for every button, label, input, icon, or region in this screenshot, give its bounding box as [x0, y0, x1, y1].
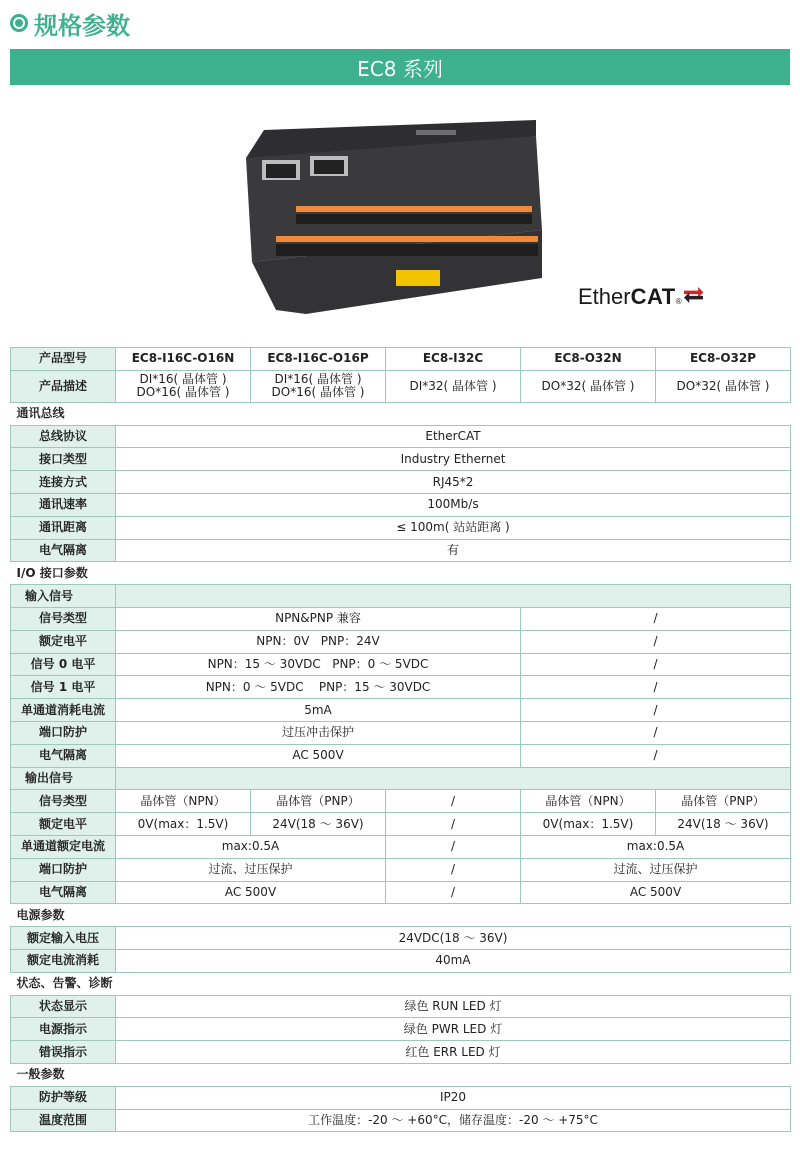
model-row	[11, 348, 791, 371]
model-cell: EC8-I32C	[386, 348, 521, 371]
row-value: /	[386, 881, 521, 904]
circle-bullet-icon	[10, 14, 28, 32]
row-label: 端口防护	[11, 858, 116, 881]
row-label: 端口防护	[11, 721, 116, 744]
row-value: max:0.5A	[116, 835, 386, 858]
table-row	[11, 813, 791, 836]
model-cell: EC8-I16C-O16P	[251, 348, 386, 371]
row-label: 通讯速率	[11, 493, 116, 516]
description-cell: DO*32( 晶体管 )	[656, 370, 791, 402]
ethercat-logo-cat: CAT	[630, 284, 676, 309]
table-row	[11, 1086, 791, 1109]
row-value: AC 500V	[116, 881, 386, 904]
table-row	[11, 699, 791, 722]
spec-table	[10, 347, 791, 1132]
row-value-na: /	[521, 607, 791, 630]
row-label: 信号 0 电平	[11, 653, 116, 676]
table-row	[11, 835, 791, 858]
row-value-na: /	[521, 721, 791, 744]
table-row	[11, 676, 791, 699]
section-row	[11, 402, 791, 425]
row-value-na: /	[521, 744, 791, 767]
row-value: 5mA	[116, 699, 521, 722]
ethercat-logo-ether: Ether	[578, 284, 631, 309]
row-value: NPN：15 ～ 30VDC PNP：0 ～ 5VDC	[116, 653, 521, 676]
section-title-power: 电源参数	[11, 904, 791, 927]
row-value: 过流、过压保护	[521, 858, 791, 881]
description-cell: DO*32( 晶体管 )	[521, 370, 656, 402]
row-value: 24VDC(18 ～ 36V)	[116, 927, 791, 950]
row-label: 错误指示	[11, 1041, 116, 1064]
row-label: 连接方式	[11, 471, 116, 494]
section-title-status: 状态、告警、诊断	[11, 972, 791, 995]
row-value: /	[386, 790, 521, 813]
row-label: 产品描述	[11, 370, 116, 402]
table-row	[11, 744, 791, 767]
model-cell: EC8-O32P	[656, 348, 791, 371]
model-cell: EC8-O32N	[521, 348, 656, 371]
section-row	[11, 1063, 791, 1086]
row-value: 有	[116, 539, 791, 562]
ethercat-logo-reg: ®	[675, 297, 682, 306]
row-label: 额定电平	[11, 630, 116, 653]
section-row	[11, 562, 791, 585]
row-value: RJ45*2	[116, 471, 791, 494]
table-row	[11, 425, 791, 448]
row-value: /	[386, 858, 521, 881]
section-row	[11, 972, 791, 995]
row-value: 过压冲击保护	[116, 721, 521, 744]
table-row	[11, 471, 791, 494]
row-value: 0V(max：1.5V)	[116, 813, 251, 836]
description-line: DO*16( 晶体管 )	[136, 385, 230, 400]
description-cell: DI*32( 晶体管 )	[386, 370, 521, 402]
row-label: 总线协议	[11, 425, 116, 448]
row-value-na: /	[521, 630, 791, 653]
row-label: 电气隔离	[11, 881, 116, 904]
table-row	[11, 881, 791, 904]
section-title-io: I/O 接口参数	[11, 562, 791, 585]
row-value: NPN：0V PNP：24V	[116, 630, 521, 653]
section-title-comm: 通讯总线	[11, 402, 791, 425]
row-label: 信号类型	[11, 607, 116, 630]
description-line: DO*16( 晶体管 )	[271, 385, 365, 400]
row-value: 红色 ERR LED 灯	[116, 1041, 791, 1064]
row-label: 产品型号	[11, 348, 116, 371]
table-row	[11, 653, 791, 676]
row-value: 0V(max：1.5V)	[521, 813, 656, 836]
row-label: 单通道消耗电流	[11, 699, 116, 722]
row-label: 电气隔离	[11, 539, 116, 562]
subsection-title-output: 输出信号	[11, 767, 116, 790]
table-row	[11, 1018, 791, 1041]
row-value-na: /	[521, 653, 791, 676]
row-label: 防护等级	[11, 1086, 116, 1109]
description-row	[11, 370, 791, 402]
table-row	[11, 1109, 791, 1132]
subsection-row	[11, 767, 791, 790]
model-cell: EC8-I16C-O16N	[116, 348, 251, 371]
row-value: NPN：0 ～ 5VDC PNP：15 ～ 30VDC	[116, 676, 521, 699]
table-row	[11, 949, 791, 972]
description-cell	[251, 370, 386, 402]
subsection-fill	[116, 767, 791, 790]
row-value-na: /	[521, 699, 791, 722]
subsection-title-input: 输入信号	[11, 585, 116, 608]
row-label: 电源指示	[11, 1018, 116, 1041]
row-value: AC 500V	[521, 881, 791, 904]
row-label: 接口类型	[11, 448, 116, 471]
row-value: 晶体管（NPN）	[116, 790, 251, 813]
row-value: 过流、过压保护	[116, 858, 386, 881]
row-value: /	[386, 835, 521, 858]
row-value: 24V(18 ～ 36V)	[251, 813, 386, 836]
row-value: 100Mb/s	[116, 493, 791, 516]
table-row	[11, 721, 791, 744]
row-label: 状态显示	[11, 995, 116, 1018]
description-line: DI*16( 晶体管 )	[139, 372, 227, 387]
row-label: 电气隔离	[11, 744, 116, 767]
row-label: 单通道额定电流	[11, 835, 116, 858]
table-row	[11, 1041, 791, 1064]
table-row	[11, 858, 791, 881]
series-title-bar	[10, 49, 790, 85]
table-row	[11, 516, 791, 539]
row-label: 额定电平	[11, 813, 116, 836]
row-value: AC 500V	[116, 744, 521, 767]
series-title: EC8 系列	[357, 56, 443, 81]
row-label: 信号 1 电平	[11, 676, 116, 699]
row-label: 额定输入电压	[11, 927, 116, 950]
table-row	[11, 607, 791, 630]
row-value: NPN&PNP 兼容	[116, 607, 521, 630]
table-row	[11, 448, 791, 471]
table-row	[11, 630, 791, 653]
row-value: ≤ 100m( 站站距离 )	[116, 516, 791, 539]
description-cell	[116, 370, 251, 402]
row-value: 晶体管（PNP）	[656, 790, 791, 813]
row-value-na: /	[521, 676, 791, 699]
row-value: /	[386, 813, 521, 836]
section-heading	[10, 6, 130, 40]
subsection-fill	[116, 585, 791, 608]
ethercat-logo	[578, 284, 703, 314]
row-value: Industry Ethernet	[116, 448, 791, 471]
table-row	[11, 790, 791, 813]
table-row	[11, 995, 791, 1018]
ethercat-arrow-icon	[684, 286, 703, 304]
row-value: 工作温度：-20 ～ +60°C，储存温度：-20 ～ +75°C	[116, 1109, 791, 1132]
table-row	[11, 927, 791, 950]
table-row	[11, 493, 791, 516]
row-value: 24V(18 ～ 36V)	[656, 813, 791, 836]
subsection-row	[11, 585, 791, 608]
table-row	[11, 539, 791, 562]
section-title-general: 一般参数	[11, 1063, 791, 1086]
row-value: IP20	[116, 1086, 791, 1109]
row-value: EtherCAT	[116, 425, 791, 448]
row-value: max:0.5A	[521, 835, 791, 858]
row-value: 晶体管（PNP）	[251, 790, 386, 813]
section-row	[11, 904, 791, 927]
description-line: DI*16( 晶体管 )	[274, 372, 362, 387]
row-label: 温度范围	[11, 1109, 116, 1132]
row-label: 通讯距离	[11, 516, 116, 539]
product-image	[236, 110, 552, 320]
row-label: 额定电流消耗	[11, 949, 116, 972]
row-value: 绿色 PWR LED 灯	[116, 1018, 791, 1041]
section-title: 规格参数	[34, 11, 130, 40]
row-label: 信号类型	[11, 790, 116, 813]
row-value: 晶体管（NPN）	[521, 790, 656, 813]
row-value: 绿色 RUN LED 灯	[116, 995, 791, 1018]
row-value: 40mA	[116, 949, 791, 972]
